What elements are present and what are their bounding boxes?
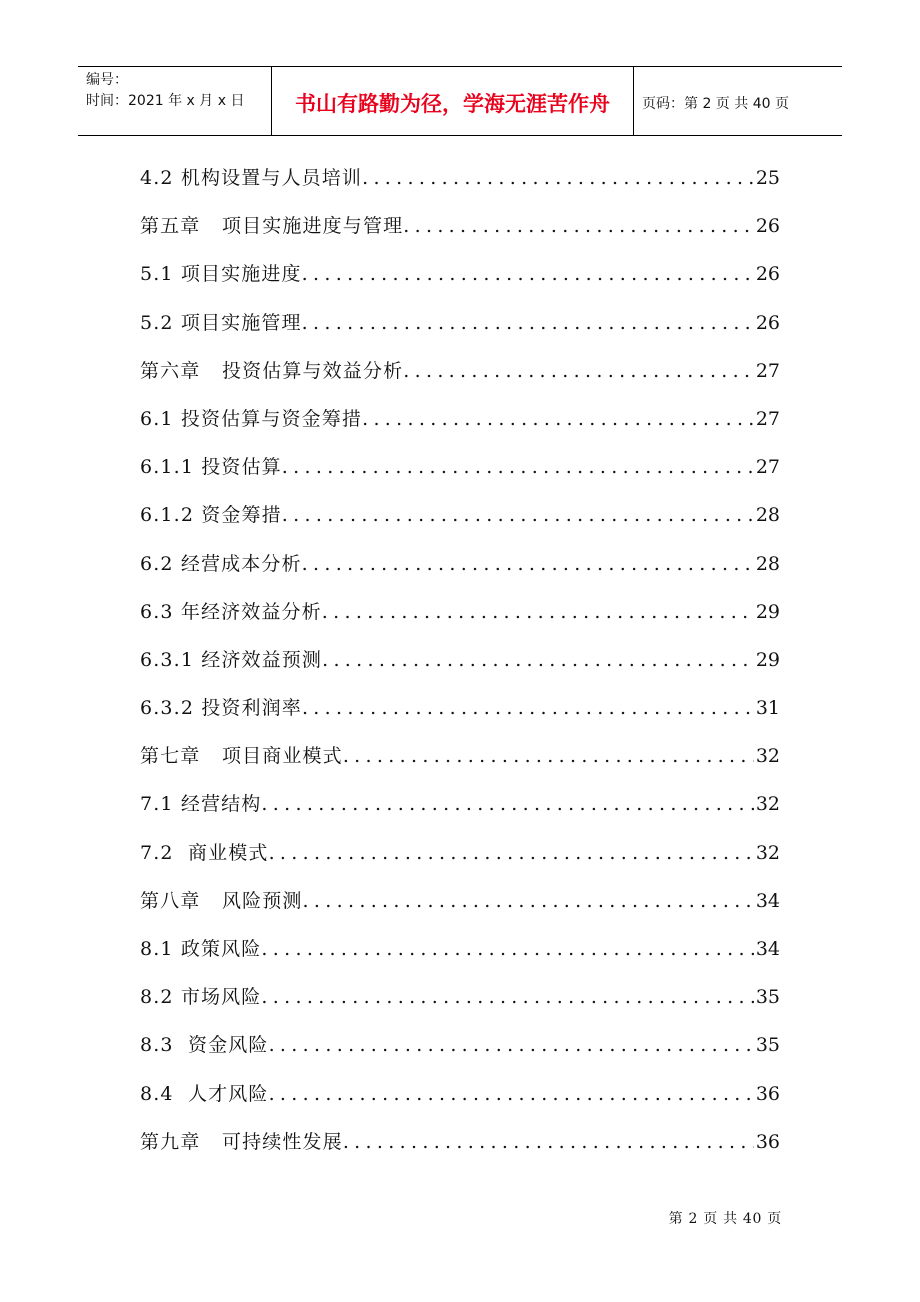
toc-entry-label: 6.3.1 经济效益预测: [140, 648, 323, 671]
toc-entry-label: 5.2 项目实施管理: [140, 311, 302, 334]
table-of-contents: [140, 163, 780, 1175]
toc-entry[interactable]: [140, 597, 780, 645]
toc-entry-page: 28: [755, 504, 780, 527]
toc-entry-page: 35: [755, 1034, 780, 1057]
toc-entry[interactable]: [140, 741, 780, 789]
toc-entry-page: 34: [755, 938, 780, 960]
toc-entry[interactable]: [140, 356, 780, 404]
toc-entry-page: 32: [755, 793, 780, 816]
toc-entry-label: 第五章 项目实施进度与管理: [140, 215, 404, 238]
toc-entry[interactable]: [140, 645, 780, 693]
toc-dot-leader: [269, 1083, 754, 1105]
toc-entry-label: 7.1 经营结构: [140, 793, 262, 816]
toc-entry-page: 36: [755, 1130, 780, 1153]
toc-entry-label: 7.2 商业模式: [140, 841, 269, 864]
toc-entry-page: 32: [755, 841, 780, 864]
toc-entry[interactable]: [140, 886, 780, 934]
toc-entry-label: 6.1.2 资金筹措: [140, 504, 282, 527]
toc-entry-page: 28: [755, 552, 780, 575]
toc-entry[interactable]: [140, 211, 780, 259]
toc-entry[interactable]: [140, 838, 780, 886]
toc-entry[interactable]: [140, 1030, 780, 1078]
document-number-label: 编号：: [86, 72, 128, 88]
toc-entry-label: 6.3.2 投资利润率: [140, 697, 302, 720]
document-time-label: 时间：2021 年 x 月 x 日: [86, 93, 245, 109]
toc-dot-leader: [343, 1131, 754, 1153]
toc-entry-page: 36: [755, 1082, 780, 1105]
toc-entry[interactable]: [140, 452, 780, 500]
page-header: [78, 66, 842, 136]
toc-entry-label: 5.1 项目实施进度: [140, 263, 302, 286]
header-motto: 书山有路勤为径，学海无涯苦作舟: [272, 67, 634, 135]
toc-entry-page: 35: [755, 986, 780, 1009]
toc-dot-leader: [322, 649, 754, 671]
toc-entry-page: 32: [755, 745, 780, 768]
toc-entry-page: 27: [755, 407, 780, 430]
toc-entry-label: 第六章 投资估算与效益分析: [140, 359, 404, 382]
header-page-number: 页码：第 2 页 共 40 页: [642, 96, 789, 112]
toc-entry-page: 27: [755, 456, 780, 479]
toc-entry-page: 29: [755, 600, 780, 623]
toc-dot-leader: [302, 697, 754, 719]
toc-entry-label: 第八章 风险预测: [140, 889, 303, 912]
toc-dot-leader: [322, 601, 754, 623]
toc-entry[interactable]: [140, 1127, 780, 1175]
toc-entry[interactable]: [140, 693, 780, 741]
toc-entry-page: 29: [755, 648, 780, 671]
toc-dot-leader: [403, 360, 754, 382]
toc-entry[interactable]: [140, 1079, 780, 1127]
toc-entry[interactable]: [140, 259, 780, 307]
toc-dot-leader: [269, 842, 754, 864]
toc-entry-page: 26: [755, 263, 780, 286]
toc-entry-label: 6.1 投资估算与资金筹措: [140, 407, 363, 430]
toc-entry[interactable]: [140, 934, 780, 982]
toc-entry-label: 第九章 可持续性发展: [140, 1130, 343, 1153]
toc-dot-leader: [302, 263, 754, 285]
toc-entry[interactable]: [140, 500, 780, 548]
toc-entry-label: 8.3 资金风险: [140, 1034, 269, 1057]
toc-dot-leader: [403, 215, 754, 237]
header-info-cell: [78, 67, 272, 135]
toc-dot-leader: [261, 986, 753, 1008]
toc-dot-leader: [343, 745, 754, 767]
toc-entry[interactable]: [140, 308, 780, 356]
toc-entry[interactable]: [140, 982, 780, 1030]
toc-entry-label: 8.2 市场风险: [140, 986, 262, 1009]
toc-entry[interactable]: [140, 789, 780, 837]
toc-entry-page: 26: [755, 215, 780, 238]
toc-entry-page: 27: [755, 359, 780, 382]
toc-entry[interactable]: [140, 404, 780, 452]
toc-entry-page: 31: [755, 697, 780, 720]
toc-entry-page: 25: [755, 167, 780, 189]
toc-dot-leader: [261, 938, 753, 960]
toc-entry-label: 第七章 项目商业模式: [140, 745, 343, 768]
toc-entry-label: 4.2 机构设置与人员培训: [140, 167, 363, 189]
toc-entry-label: 8.4 人才风险: [140, 1082, 269, 1105]
toc-entry-page: 26: [755, 311, 780, 334]
page-footer-number: 第 2 页 共 40 页: [668, 1211, 782, 1227]
toc-entry[interactable]: [140, 163, 780, 211]
toc-entry-label: 6.1.1 投资估算: [140, 456, 282, 479]
toc-dot-leader: [269, 1034, 754, 1056]
toc-entry-label: 8.1 政策风险: [140, 938, 262, 960]
toc-entry-page: 34: [755, 889, 780, 912]
toc-entry[interactable]: [140, 549, 780, 597]
toc-dot-leader: [362, 408, 754, 430]
toc-entry-label: 6.2 经营成本分析: [140, 552, 302, 575]
toc-dot-leader: [303, 890, 754, 912]
toc-dot-leader: [261, 793, 753, 815]
toc-entry-label: 6.3 年经济效益分析: [140, 600, 322, 623]
toc-dot-leader: [282, 456, 754, 478]
toc-dot-leader: [302, 312, 754, 334]
toc-dot-leader: [302, 553, 754, 575]
toc-dot-leader: [282, 504, 754, 526]
toc-dot-leader: [362, 167, 754, 189]
